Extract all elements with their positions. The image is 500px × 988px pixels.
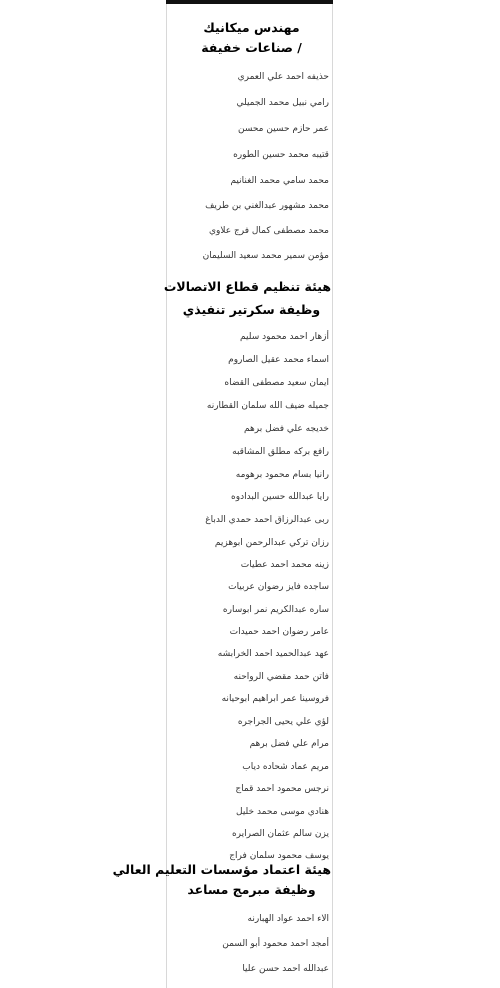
list-item: رايا عبدالله حسين البدادوه	[231, 492, 329, 502]
list-item: زينه محمد احمد عطيات	[240, 560, 329, 570]
section-heading-line: وظيفة سكرتير تنفيذي	[182, 302, 321, 317]
list-item: ايمان سعيد مصطفى القضاه	[224, 378, 329, 388]
list-item: مرام علي فضل برهم	[249, 739, 329, 749]
section-heading-line: وظيفة مبرمج مساعد	[187, 882, 316, 897]
list-item: حذيفه احمد علي العمري	[237, 72, 329, 82]
section-heading-line: هيئة تنظيم قطاع الاتصالات	[163, 279, 331, 294]
list-item: مريم عماد شحاده دياب	[242, 762, 329, 772]
list-item: رزان تركي عبدالرحمن ابوهزيم	[214, 538, 329, 548]
column-divider-left	[166, 0, 167, 988]
list-item: لؤي علي يحيى الجراجره	[237, 717, 329, 727]
list-item: ربى عبدالرزاق احمد حمدي الدباغ	[205, 515, 329, 525]
list-item: عهد عبدالحميد احمد الخرابشه	[217, 649, 329, 659]
list-item: خديجه علي فضل برهم	[244, 424, 329, 434]
list-item: مؤمن سمير محمد سعيد السليمان	[202, 251, 329, 261]
list-item: محمد مشهور عبدالغني بن طريف	[205, 201, 329, 211]
list-item: يزن سالم عثمان الصرايره	[231, 829, 329, 839]
section-heading-line: مهندس ميكانيك	[203, 20, 300, 35]
list-item: محمد سامي محمد الغنانيم	[230, 176, 329, 186]
announcement-column	[112, 0, 331, 988]
list-item: أمجد احمد محمود أبو السمن	[222, 939, 329, 949]
list-item: عامر رضوان احمد حميدات	[229, 627, 329, 637]
list-item: عبدالله احمد حسن عليا	[242, 964, 329, 974]
list-item: محمد مصطفى كمال فرج علاوي	[208, 226, 329, 236]
list-item: اسماء محمد عقيل الصاروم	[228, 355, 329, 365]
list-item: ساجده فايز رضوان عربيات	[228, 582, 329, 592]
list-item: رامي نبيل محمد الجميلي	[236, 98, 329, 108]
list-item: فروسينا عمر ابراهيم ابوحيانه	[221, 694, 329, 704]
list-item: رانيا بسام محمود برهومه	[235, 470, 329, 480]
list-item: أزهار احمد محمود سليم	[240, 332, 329, 342]
list-item: قتيبه محمد حسين الطوره	[233, 150, 329, 160]
list-item: عمر حازم حسين محسن	[237, 124, 329, 134]
list-item: ساره عبدالكريم نمر ابوساره	[222, 605, 329, 615]
list-item: هنادي موسى محمد خليل	[236, 807, 329, 817]
list-item: يوسف محمود سلمان فراج	[229, 851, 329, 861]
section-heading-line: هيئة اعتماد مؤسسات التعليم العالي	[112, 862, 331, 877]
list-item: رافع بركه مطلق المشاقبه	[232, 447, 329, 457]
section-heading-line: / صناعات خفيفة	[201, 40, 302, 55]
list-item: فاتن حمد مقضي الرواحنه	[233, 672, 329, 682]
list-item: نرجس محمود احمد قماج	[235, 784, 329, 794]
column-divider-right	[332, 0, 333, 988]
list-item: الاء احمد عواد الهبارنه	[247, 914, 329, 924]
list-item: جميله ضيف الله سلمان القطارنه	[206, 401, 329, 411]
